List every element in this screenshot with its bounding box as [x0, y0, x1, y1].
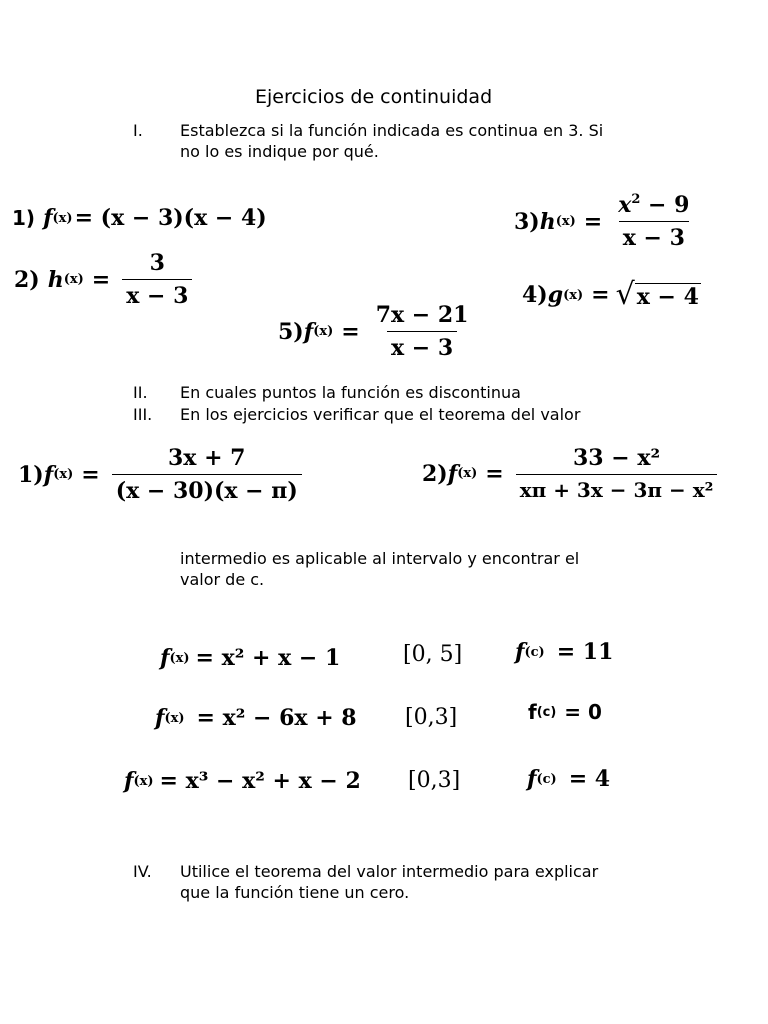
exercise-3-2: 2) f (x) = $\frac{\text{33 − x²}}{\text{xπ + 3x − 3π − x²}}$	[422, 445, 717, 502]
ivt-row-3-interval: [0,3]	[408, 768, 461, 793]
ivt-row-1-target: f (c) = 11	[515, 639, 614, 665]
ivt-row-2-interval: [0,3]	[405, 705, 458, 730]
exercise-1-5-fraction	[372, 302, 473, 361]
section-3-numeral: III.	[133, 405, 153, 424]
section-1-numeral: I.	[133, 121, 143, 140]
ivt-row-1-function: f (x) = x² + x − 1	[160, 645, 341, 671]
exercise-1-5-arg: (x)	[313, 324, 334, 339]
exercise-1-4-sqrt: √ x − 4	[615, 277, 699, 312]
exercise-1-1-expr: = (x − 3)(x − 4)	[74, 205, 267, 231]
ivt-row-1-interval: [0, 5]	[403, 642, 463, 667]
exercise-3-1-arg: (x)	[53, 467, 74, 482]
exercise-3-1: 1) f (x) = $\frac{3x + 7}{(x - 30)(x - \pi)}$	[18, 445, 302, 504]
ivt-row-2-expr: = x² − 6x + 8	[196, 705, 357, 731]
section-3-cont-line-1: intermedio es aplicable al intervalo y encontrar el	[180, 549, 580, 568]
exercise-1-3-fn: h	[539, 208, 556, 235]
exercise-1-3-arg: (x)	[555, 214, 576, 229]
exercise-1-2: 2) h (x) = $\frac{3}{x - 3}$	[14, 250, 192, 309]
exercise-1-2-numerator: 3	[149, 250, 165, 276]
exercise-1-1	[12, 205, 267, 231]
exercise-3-2-label: 2)	[422, 460, 448, 487]
ivt-row-3-function: f (x) = x³ − x² + x − 2	[124, 768, 361, 794]
exercise-1-4-fn: g	[547, 282, 564, 308]
exercise-3-1-label: 1)	[18, 461, 44, 488]
exercise-1-5: 5) f (x) = $\frac{7x - 21}{x - 3}$	[278, 302, 472, 361]
exercise-1-2-fraction	[122, 250, 192, 309]
exercise-1-2-arg: (x)	[63, 272, 84, 287]
exercise-3-2-fn: f	[447, 460, 458, 487]
ivt-row-1-expr: = x² + x − 1	[195, 645, 341, 671]
section-3-instruction: En los ejercicios verificar que el teorema del valor	[180, 405, 581, 424]
section-1-line-1: Establezca si la función indicada es continua en 3. Si	[180, 121, 604, 140]
exercise-3-1-fraction	[112, 445, 302, 504]
section-4-instruction	[180, 861, 598, 903]
section-2-instruction: En cuales puntos la función es discontinua	[180, 383, 521, 402]
exercise-1-2-denominator: x − 3	[122, 279, 192, 309]
exercise-3-2-denominator: xπ + 3x − 3π − x²	[516, 474, 718, 502]
ivt-row-2-function: f (x) = x² − 6x + 8	[155, 705, 357, 731]
exercise-1-4-radicand: x − 4	[636, 284, 699, 310]
exercise-1-2-fn: h	[47, 266, 64, 293]
exercise-1-4: 4) g (x) = √ x − 4	[522, 277, 699, 312]
exercise-1-5-denominator: x − 3	[387, 331, 457, 361]
exercise-1-3: 3) h (x) = $\frac{x^2 - 9}{x - 3}$	[514, 192, 693, 251]
exercise-1-2-label: 2)	[14, 266, 40, 293]
exercise-1-4-label: 4)	[522, 282, 548, 308]
exercise-3-1-numerator: 3x + 7	[167, 445, 246, 471]
exercise-1-1-label: 1)	[12, 206, 36, 230]
exercise-1-4-arg: (x)	[563, 287, 584, 303]
ivt-row-3-target: f (c) = 4	[527, 766, 611, 792]
section-3-cont-line-2: valor de c.	[180, 570, 265, 589]
exercise-1-3-denominator: x − 3	[619, 221, 689, 251]
exercise-1-3-label: 3)	[514, 208, 540, 235]
section-3-continuation	[180, 548, 579, 590]
section-2-numeral: II.	[133, 383, 148, 402]
exercise-3-1-fn: f	[43, 461, 54, 488]
page-title: Ejercicios de continuidad	[255, 86, 493, 108]
exercise-3-2-fraction	[516, 445, 718, 502]
exercise-1-3-numerator: $x^2 - 9$	[618, 192, 690, 218]
exercise-3-2-arg: (x)	[457, 466, 478, 481]
exercise-1-5-numerator: 7x − 21	[375, 302, 469, 328]
exercise-3-2-numerator: 33 − x²	[572, 445, 661, 471]
ivt-row-2-target: f (c) = 0	[528, 700, 602, 724]
exercise-1-5-fn: f	[303, 318, 314, 345]
section-1-line-2: no lo es indique por qué.	[180, 142, 379, 161]
section-4-line-2: que la función tiene un cero.	[180, 883, 410, 902]
ivt-row-3-expr: = x³ − x² + x − 2	[159, 768, 361, 794]
exercise-3-1-denominator: (x − 30)(x − π)	[112, 474, 302, 504]
section-4-numeral: IV.	[133, 862, 152, 881]
exercise-1-1-fn: f	[43, 205, 53, 231]
section-1-instruction	[180, 120, 603, 162]
exercise-1-5-label: 5)	[278, 318, 304, 345]
section-4-line-1: Utilice el teorema del valor intermedio para explicar	[180, 862, 599, 881]
exercise-1-1-arg: (x)	[52, 210, 73, 226]
exercise-1-3-fraction	[614, 192, 693, 251]
